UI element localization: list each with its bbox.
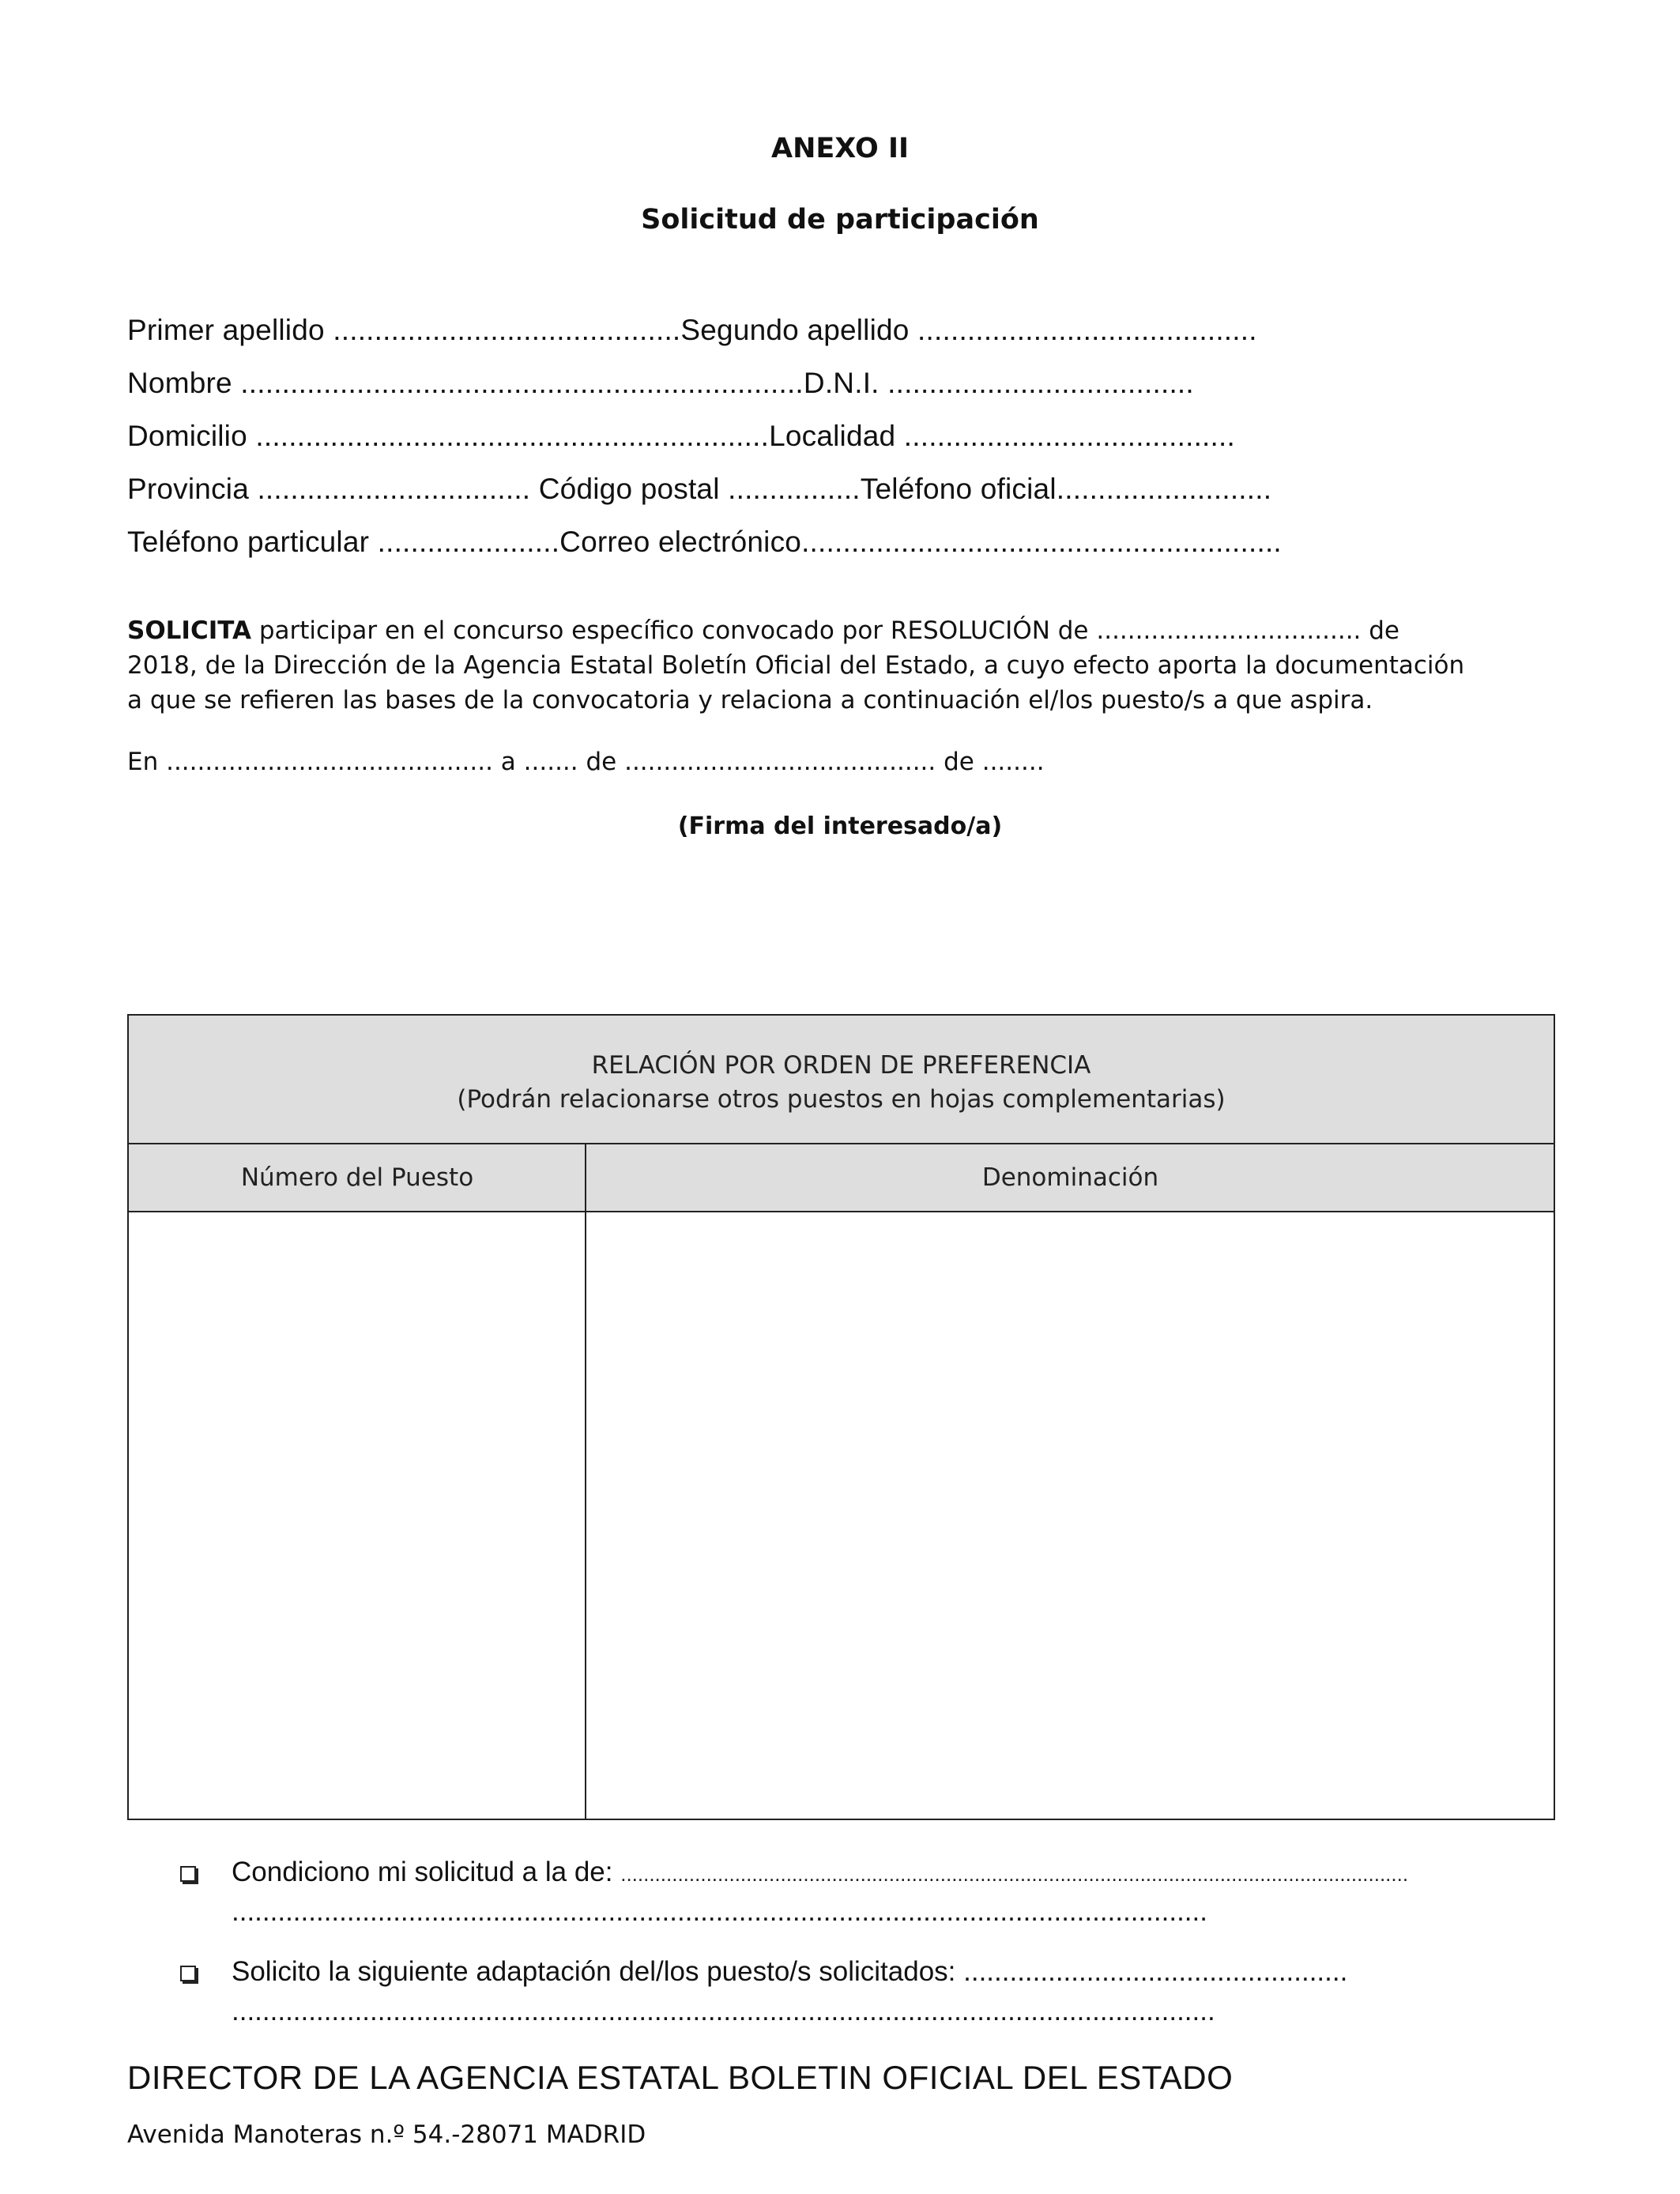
- solicita-paragraph: [127, 613, 1565, 718]
- adaptacion-label: [232, 1956, 1347, 1988]
- solicita-line-1-text: participar en el concurso específico convocado por RESOLUCIÓN de .................................. de: [250, 616, 1400, 645]
- checkbox-adaptacion[interactable]: [180, 1966, 196, 1981]
- table-column-headers: [129, 1144, 1554, 1212]
- table-title: RELACIÓN POR ORDEN DE PREFERENCIA: [591, 1051, 1091, 1080]
- table-header: [129, 1016, 1554, 1144]
- checkbox-condiciono[interactable]: [180, 1866, 196, 1882]
- recipient-address: Avenida Manoteras n.º 54.-28071 MADRID: [127, 2120, 646, 2149]
- preference-table: [127, 1014, 1555, 1820]
- solicita-line-2: 2018, de la Dirección de la Agencia Estatal Boletín Oficial del Estado, a cuyo efecto aporta la documentación: [127, 651, 1465, 680]
- solicita-line-3: a que se refieren las bases de la convocatoria y relaciona a continuación el/los puesto/s a que aspira.: [127, 686, 1373, 714]
- solicita-keyword: SOLICITA: [127, 616, 251, 645]
- solicita-line-1: [127, 613, 1565, 648]
- field-nombre-dni[interactable]: Nombre ....................................................................D.N.I. .....................................: [127, 367, 1194, 399]
- field-telefono-correo[interactable]: Teléfono particular ......................Correo electrónico..........................................................: [127, 526, 1282, 558]
- condiciono-text: Condiciono mi solicitud a la de:: [232, 1857, 621, 1887]
- field-domicilio-localidad[interactable]: Domicilio ..............................................................Localidad ........................................: [127, 420, 1235, 452]
- column-header-denominacion: Denominación: [981, 1163, 1159, 1192]
- place-date-line[interactable]: En .......................................... a ....... de ........................................ de ........: [127, 748, 1045, 776]
- cell-denominacion[interactable]: [586, 1212, 1554, 1819]
- condiciono-dots[interactable]: ..........................................................................................................................................: [620, 1862, 1409, 1886]
- cell-numero-puesto[interactable]: [129, 1212, 585, 1819]
- signature-label: (Firma del interesado/a): [677, 812, 1003, 840]
- form-subtitle: Solicitud de participación: [641, 204, 1039, 236]
- field-apellidos[interactable]: Primer apellido ..........................................Segundo apellido .........................................: [127, 314, 1257, 346]
- annex-title: ANEXO II: [770, 133, 909, 164]
- recipient-title: DIRECTOR DE LA AGENCIA ESTATAL BOLETIN OFICIAL DEL ESTADO: [127, 2059, 1234, 2096]
- adaptacion-line-2[interactable]: ................................................................................................................................: [232, 1996, 1215, 2026]
- column-header-numero: Número del Puesto: [240, 1163, 474, 1192]
- field-provincia-cp-telefono[interactable]: Provincia ................................. Código postal ................Teléfono oficial..........................: [127, 473, 1272, 505]
- table-subtitle: (Podrán relacionarse otros puestos en hojas complementarias): [457, 1085, 1226, 1114]
- condiciono-label: [232, 1857, 1408, 1888]
- adaptacion-dots[interactable]: ..................................................: [963, 1956, 1348, 1987]
- adaptacion-text: Solicito la siguiente adaptación del/los puesto/s solicitados:: [232, 1956, 964, 1987]
- condiciono-line-2[interactable]: ...............................................................................................................................: [232, 1896, 1207, 1927]
